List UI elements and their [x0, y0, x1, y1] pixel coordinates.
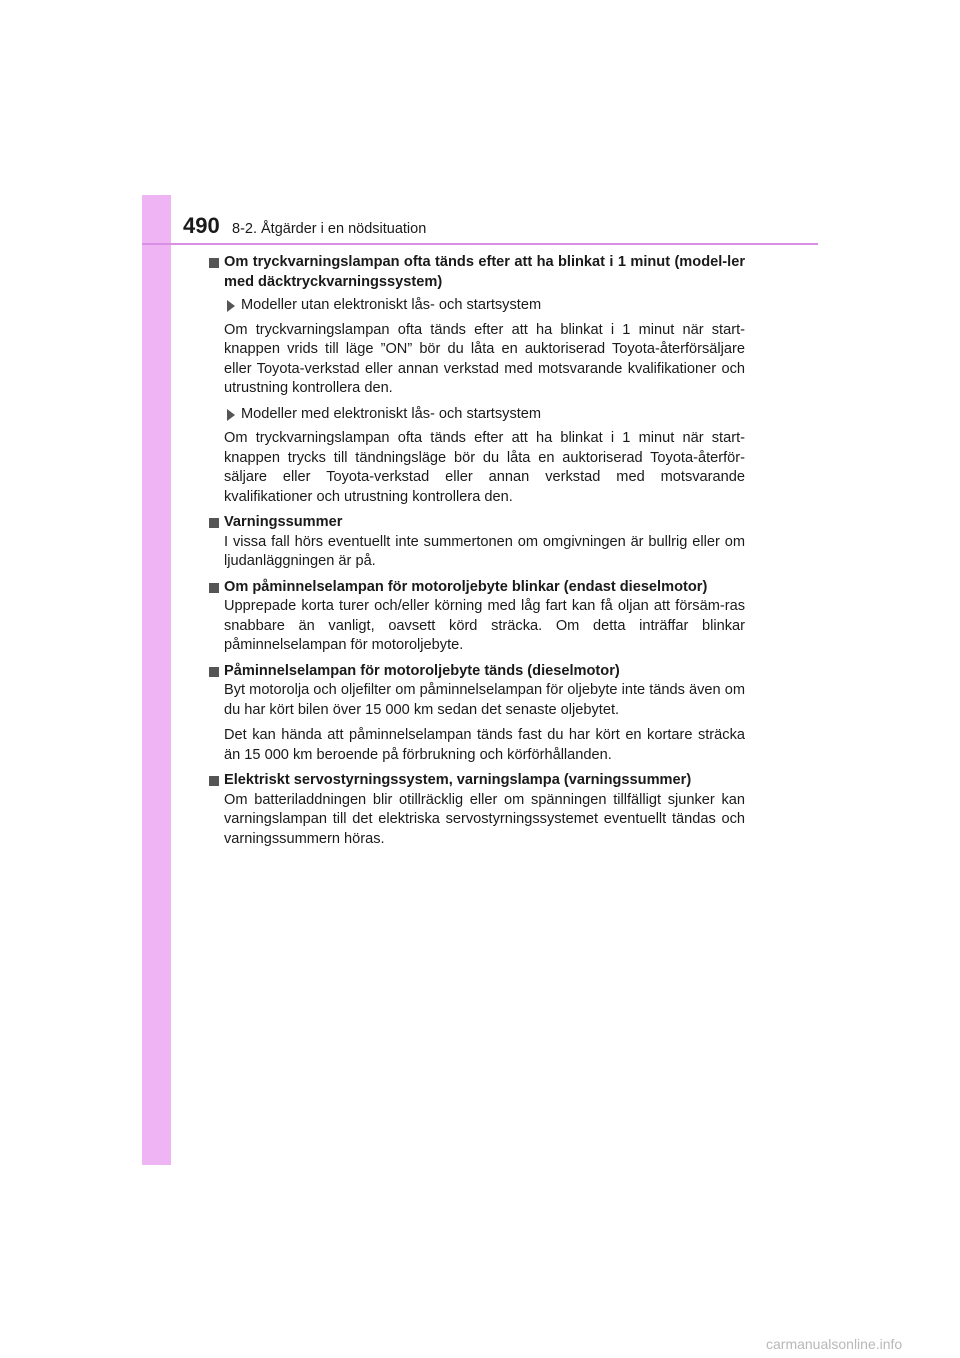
body-paragraph: Upprepade korta turer och/eller körning med låg fart kan få oljan att försäm-ras snabbare än vanligt, oavsett körd sträcka. Om detta inträffar blinkar påminnelselampan för motoroljebyte.: [224, 598, 745, 653]
model-variant-label: [224, 405, 745, 425]
body-paragraph: I vissa fall hörs eventuellt inte summertonen om omgivningen är bullrig eller om ljudanläggningen är på.: [224, 533, 745, 569]
square-bullet-icon: [209, 776, 219, 786]
page-content: [209, 253, 745, 855]
model-variant-text: Modeller med elektroniskt lås- och startsystem: [241, 405, 542, 422]
topic-heading: Om påminnelselampan för motoroljebyte blinkar (endast dieselmotor): [224, 578, 708, 595]
body-paragraph: Byt motorolja och oljefilter om påminnelselampan för oljebyte inte tänds även om du har kört bilen över 15 000 km sedan det senaste oljebytet.: [224, 682, 745, 718]
square-bullet-icon: [209, 583, 219, 593]
topic-section: [209, 513, 745, 572]
body-paragraph: Det kan hända att påminnelselampan tänds fast du har kört en kortare sträcka än 15 000 km beroende på förbrukning och körförhållanden.: [224, 727, 745, 763]
topic-heading: Varningssummer: [224, 514, 343, 530]
triangle-arrow-icon: [227, 300, 235, 312]
side-color-strip: [142, 195, 171, 1165]
body-paragraph: Om tryckvarningslampan ofta tänds efter att ha blinkat i 1 minut när start-knappen trycks till tändningsläge bör du låta en auktoriserad Toyota-återför-säljare eller Toyota-verkstad eller annan verkstad med motsvarande kvalifikationer och utrustning kontrollera den.: [224, 430, 745, 505]
section-title: 8-2. Åtgärder i en nödsituation: [232, 221, 427, 237]
model-variant-text: Modeller utan elektroniskt lås- och startsystem: [241, 297, 542, 313]
triangle-arrow-icon: [227, 409, 235, 421]
model-variant-label: [224, 296, 745, 316]
body-paragraph: Om batteriladdningen blir otillräcklig eller om spänningen tillfälligt sjunker kan varningslampan till det elektriska servostyrningssystemet eventuellt tändas och varningssummern höras.: [224, 791, 745, 847]
page-number: 490: [183, 213, 220, 238]
body-paragraph: Om tryckvarningslampan ofta tänds efter att ha blinkat i 1 minut när start-knappen vrids till läge ”ON” bör du låta en auktoriserad Toyota-återförsäljare eller Toyota-verkstad eller annan verkstad med motsvarande kvalifikationer och utrustning kontrollera den.: [224, 321, 745, 396]
square-bullet-icon: [209, 258, 219, 268]
topic-section: [209, 771, 745, 849]
header-divider: [142, 243, 818, 245]
topic-section: [209, 662, 745, 766]
topic-heading: Elektriskt servostyrningssystem, varningslampa (varningssummer): [224, 772, 692, 788]
topic-section: [209, 578, 745, 656]
topic-heading: Påminnelselampan för motoroljebyte tänds (dieselmotor): [224, 662, 620, 679]
topic-section: [209, 253, 745, 507]
square-bullet-icon: [209, 518, 219, 528]
topic-heading: Om tryckvarningslampan ofta tänds efter att ha blinkat i 1 minut (model-ler med däcktryckvarningssystem): [224, 254, 745, 290]
square-bullet-icon: [209, 667, 219, 677]
watermark: carmanualsonline.info: [766, 1336, 903, 1352]
